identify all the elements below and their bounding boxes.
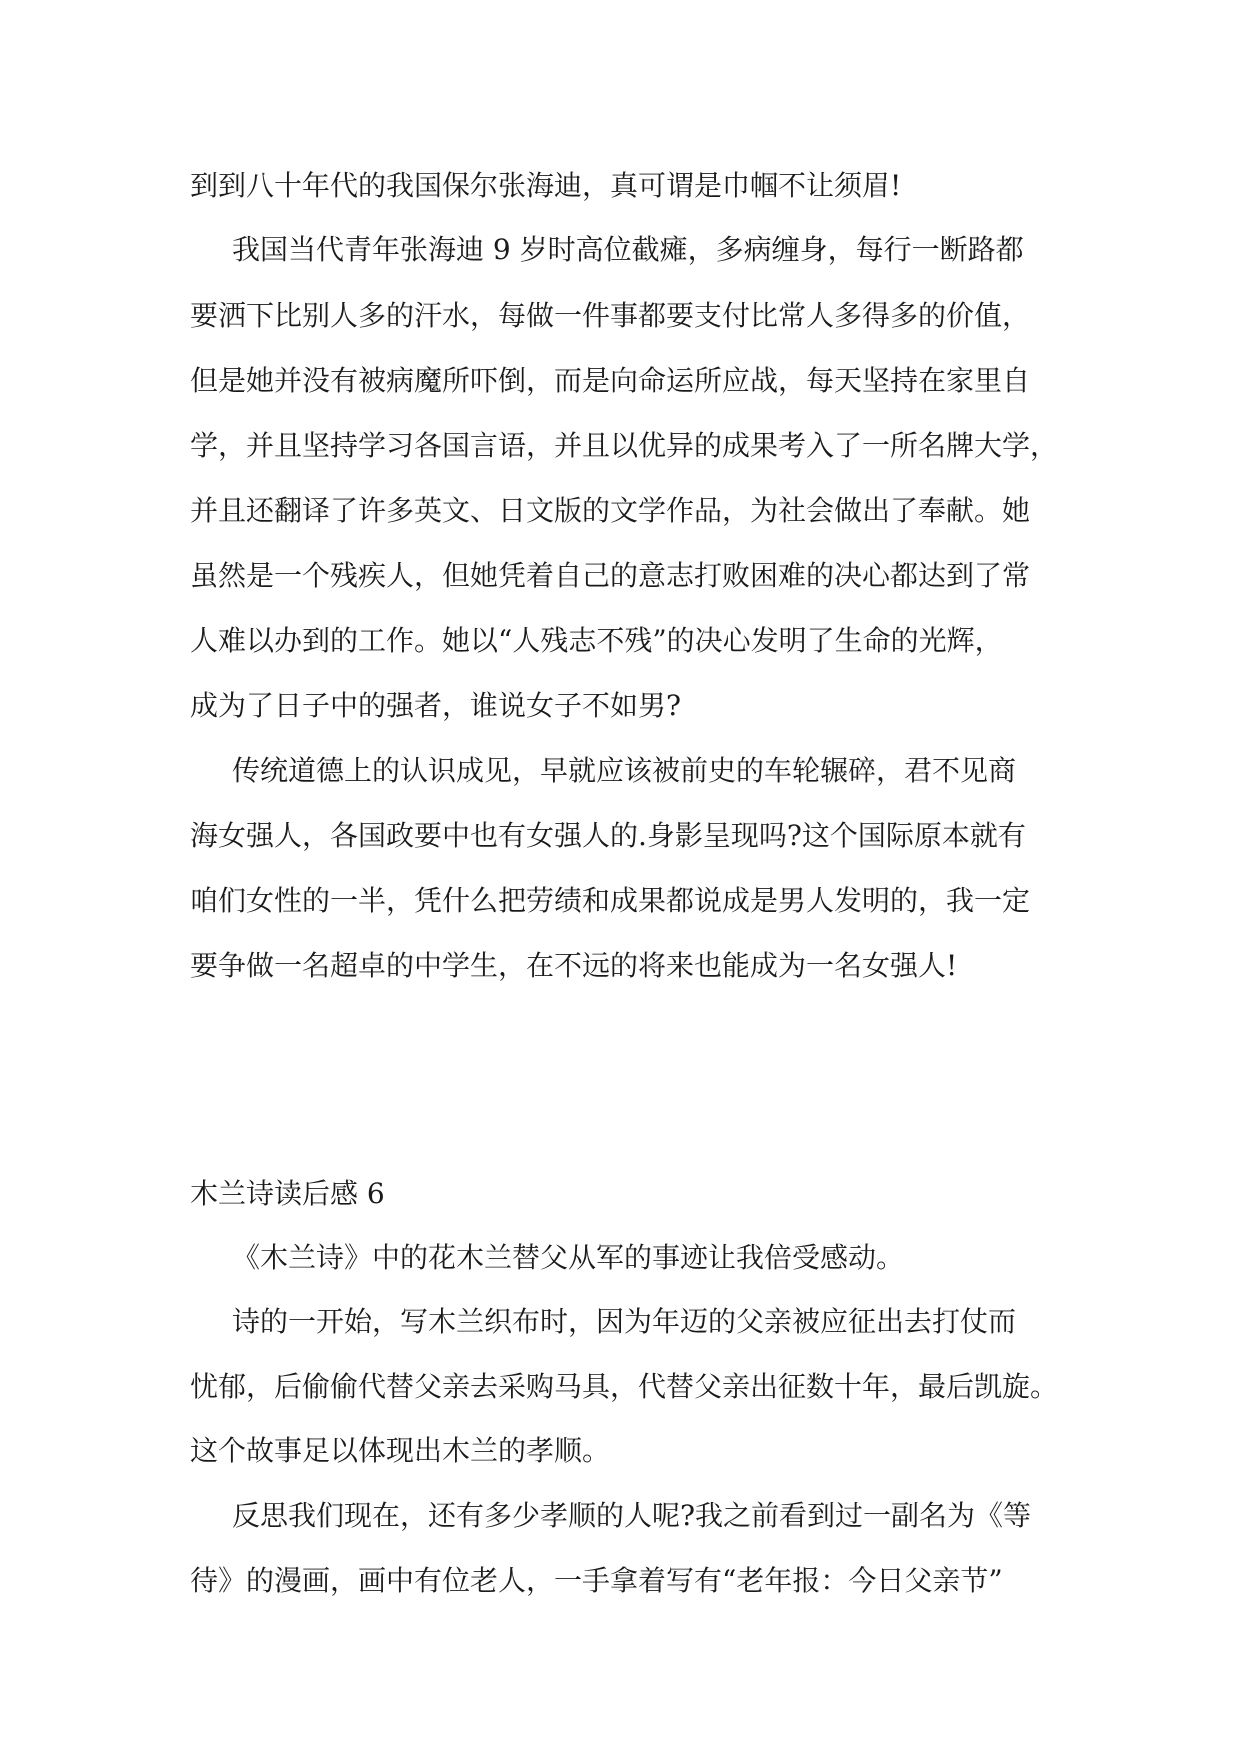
text-line: 并且还翻译了许多英文、日文版的文学作品，为社会做出了奉献。她 xyxy=(190,494,1031,527)
paragraph-start-line: 我国当代青年张海迪 9 岁时高位截瘫，多病缠身，每行一断路都 xyxy=(232,233,1024,266)
paragraph-start-line: 诗的一开始，写木兰织布时，因为年迈的父亲被应征出去打仗而 xyxy=(232,1305,1017,1338)
text-line: 这个故事足以体现出木兰的孝顺。 xyxy=(190,1434,611,1467)
text-line: 人难以办到的工作。她以“人残志不残”的决心发明了生命的光辉， xyxy=(190,624,1003,657)
text-line: 到到八十年代的我国保尔张海迪，真可谓是巾帼不让须眉! xyxy=(190,169,902,202)
section-title: 木兰诗读后感 6 xyxy=(190,1177,385,1210)
text-line: 待》的漫画，画中有位老人，一手拿着写有“老年报：今日父亲节” xyxy=(190,1564,1003,1597)
paragraph-start-line: 反思我们现在，还有多少孝顺的人呢?我之前看到过一副名为《等 xyxy=(232,1499,1032,1532)
text-line: 要洒下比别人多的汗水，每做一件事都要支付比常人多得多的价值， xyxy=(190,299,1031,332)
text-line: 海女强人，各国政要中也有女强人的.身影呈现吗?这个国际原本就有 xyxy=(190,819,1026,852)
text-line: 虽然是一个残疾人，但她凭着自己的意志打败困难的决心都达到了常 xyxy=(190,559,1031,592)
text-line: 成为了日子中的强者，谁说女子不如男? xyxy=(190,689,682,722)
text-line: 学，并且坚持学习各国言语，并且以优异的成果考入了一所名牌大学， xyxy=(190,429,1059,462)
paragraph-start-line: 传统道德上的认识成见，早就应该被前史的车轮辗碎，君不见商 xyxy=(232,754,1017,787)
text-line: 但是她并没有被病魔所吓倒，而是向命运所应战，每天坚持在家里自 xyxy=(190,364,1031,397)
paragraph-start-line: 《木兰诗》中的花木兰替父从军的事迹让我倍受感动。 xyxy=(232,1241,905,1274)
text-line: 咱们女性的一半，凭什么把劳绩和成果都说成是男人发明的，我一定 xyxy=(190,884,1031,917)
text-line: 要争做一名超卓的中学生，在不远的将来也能成为一名女强人! xyxy=(190,949,958,982)
text-line: 忧郁，后偷偷代替父亲去采购马具，代替父亲出征数十年，最后凯旋。 xyxy=(190,1370,1059,1403)
